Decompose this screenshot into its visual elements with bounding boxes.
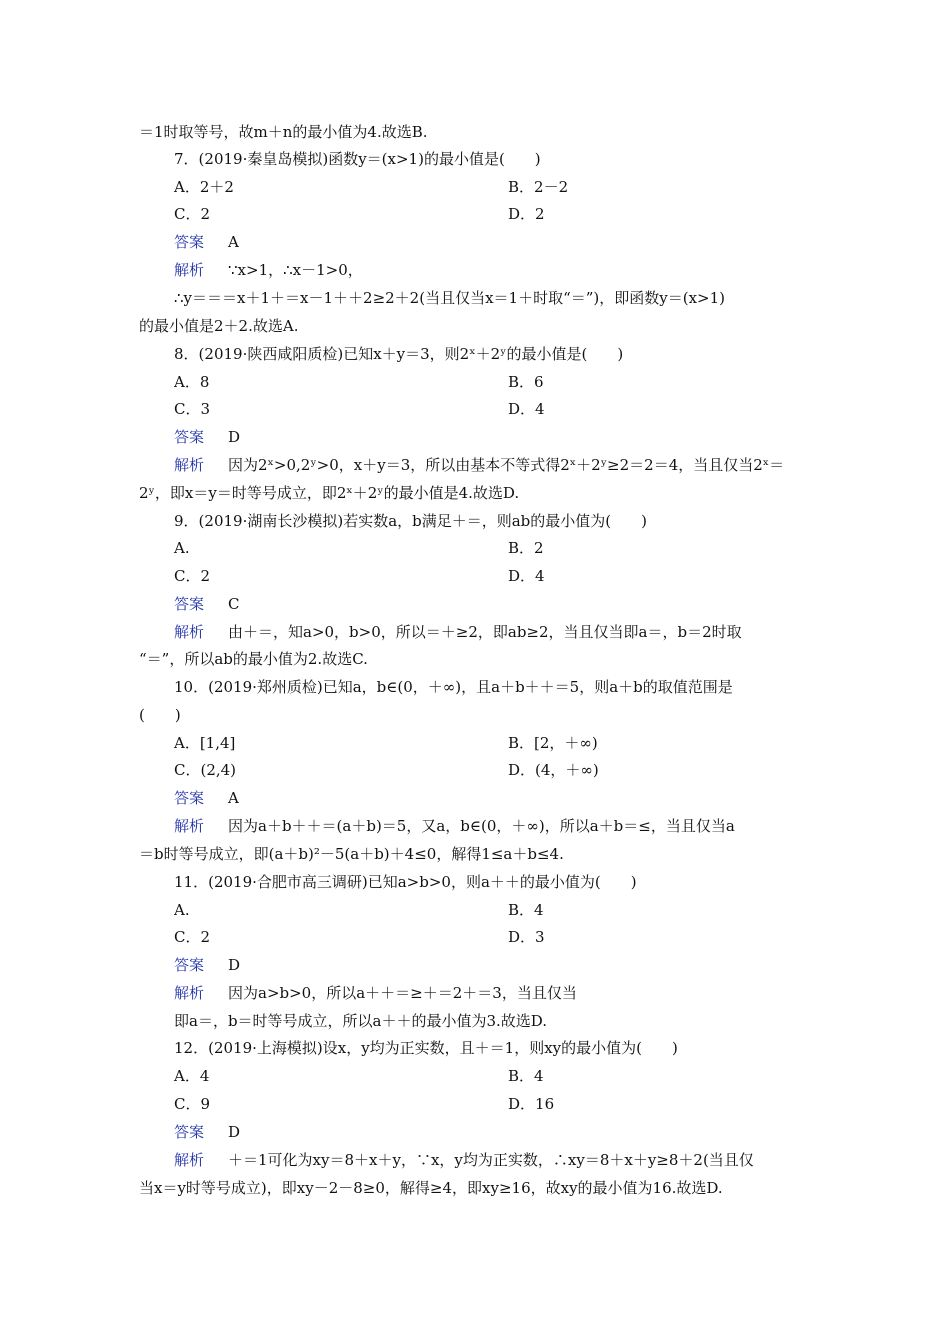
line-text: 即a＝，b＝时等号成立，所以a＋＋的最小值为3.故选D. [174, 1012, 548, 1030]
choice-row [0, 535, 950, 561]
text-line [0, 285, 950, 311]
choice-d: D．16 [508, 1095, 555, 1113]
question-text: 9．(2019·湖南长沙模拟)若实数a，b满足＋＝，则ab的最小值为( ) [174, 512, 647, 530]
analysis-line [0, 980, 950, 1006]
choice-d: D．2 [508, 205, 545, 223]
analysis-text: 因为a＋b＋＋＝(a＋b)＝5，又a，b∈(0，＋∞)，所以a＋b＝≤，当且仅当a [228, 817, 735, 835]
answer-value: D [228, 428, 241, 446]
answer-label: 答案 [174, 789, 205, 807]
question-11 [0, 869, 950, 895]
line-text: 当x＝y时等号成立)，即xy－2－8≥0，解得≥4，即xy≥16，故xy的最小值为16.故选D. [139, 1179, 723, 1197]
choice-d: D．4 [508, 400, 545, 418]
analysis-label: 解析 [174, 817, 205, 835]
choice-a: A．[1,4] [174, 734, 236, 752]
line-text: 的最小值是2＋2.故选A. [139, 317, 299, 335]
choice-b: B．6 [508, 373, 544, 391]
answer-label: 答案 [174, 1123, 205, 1141]
line-text: 2ʸ，即x＝y＝时等号成立，即2ˣ＋2ʸ的最小值是4.故选D. [139, 484, 520, 502]
choice-row [0, 924, 950, 950]
choice-row [0, 396, 950, 422]
analysis-label: 解析 [174, 261, 205, 279]
question-text: 11．(2019·合肥市高三调研)已知a>b>0，则a＋＋的最小值为( ) [174, 873, 637, 891]
text-line [0, 480, 950, 506]
text-line [0, 841, 950, 867]
line-text: ＝b时等号成立，即(a＋b)²－5(a＋b)＋4≤0，解得1≤a＋b≤4. [139, 845, 564, 863]
text-line [0, 646, 950, 672]
choice-b: B．[2，＋∞) [508, 734, 598, 752]
question-text: 7．(2019·秦皇岛模拟)函数y＝(x>1)的最小值是( ) [174, 150, 541, 168]
choice-c: C．2 [174, 567, 211, 585]
analysis-line [0, 1147, 950, 1173]
answer-line [0, 424, 950, 450]
line-text: ∴y＝＝＝x＋1＋＝x－1＋＋2≥2＋2(当且仅当x＝1＋时取“＝”)，即函数y＝(x>1) [174, 289, 726, 307]
line-text: ( ) [139, 706, 181, 724]
text-line [0, 1175, 950, 1201]
choice-c: C．9 [174, 1095, 211, 1113]
question-text: 12．(2019·上海模拟)设x，y均为正实数，且＋＝1，则xy的最小值为( ) [174, 1039, 678, 1057]
choice-row [0, 1091, 950, 1117]
question-8 [0, 341, 950, 367]
choice-row [0, 563, 950, 589]
answer-value: C [228, 595, 240, 613]
answer-line [0, 1119, 950, 1145]
choice-row [0, 757, 950, 783]
analysis-label: 解析 [174, 623, 205, 641]
analysis-label: 解析 [174, 984, 205, 1002]
answer-value: D [228, 956, 241, 974]
choice-b: B．4 [508, 901, 544, 919]
question-12 [0, 1035, 950, 1061]
answer-value: D [228, 1123, 241, 1141]
choice-row [0, 730, 950, 756]
choice-a: A. [174, 901, 190, 919]
text-line [0, 119, 950, 145]
analysis-text: 由＋＝，知a>0，b>0，所以＝＋≥2，即ab≥2，当且仅当即a＝，b＝2时取 [228, 623, 742, 641]
analysis-line [0, 813, 950, 839]
choice-c: C．3 [174, 400, 211, 418]
question-10 [0, 674, 950, 700]
choice-c: C．(2,4) [174, 761, 237, 779]
analysis-text: 因为a>b>0，所以a＋＋＝≥＋＝2＋＝3，当且仅当 [228, 984, 577, 1002]
choice-b: B．2 [508, 539, 544, 557]
choice-b: B．4 [508, 1067, 544, 1085]
choice-a: A. [174, 539, 190, 557]
text-line [0, 313, 950, 339]
analysis-line [0, 452, 950, 478]
answer-value: A [228, 789, 239, 807]
choice-row [0, 897, 950, 923]
choice-a: A．8 [174, 373, 210, 391]
analysis-text: 因为2ˣ>0,2ʸ>0，x＋y＝3，所以由基本不等式得2ˣ＋2ʸ≥2＝2＝4，当且仅当2ˣ＝ [228, 456, 785, 474]
text-line [0, 1008, 950, 1034]
analysis-line [0, 619, 950, 645]
choice-d: D．(4，＋∞) [508, 761, 599, 779]
answer-line [0, 785, 950, 811]
choice-c: C．2 [174, 205, 211, 223]
choice-row [0, 174, 950, 200]
text-line [0, 702, 950, 728]
answer-label: 答案 [174, 595, 205, 613]
choice-row [0, 201, 950, 227]
question-text: 10．(2019·郑州质检)已知a，b∈(0，＋∞)，且a＋b＋＋＝5，则a＋b的取值范围是 [174, 678, 733, 696]
question-7 [0, 146, 950, 172]
answer-value: A [228, 233, 239, 251]
analysis-line [0, 257, 950, 283]
answer-label: 答案 [174, 956, 205, 974]
answer-line [0, 229, 950, 255]
choice-b: B．2－2 [508, 178, 569, 196]
choice-row [0, 1063, 950, 1089]
analysis-label: 解析 [174, 1151, 205, 1169]
answer-line [0, 952, 950, 978]
choice-c: C．2 [174, 928, 211, 946]
choice-a: A．2＋2 [174, 178, 234, 196]
line-text: ＝1时取等号，故m＋n的最小值为4.故选B. [139, 123, 428, 141]
question-text: 8．(2019·陕西咸阳质检)已知x＋y＝3，则2ˣ＋2ʸ的最小值是( ) [174, 345, 624, 363]
choice-a: A．4 [174, 1067, 210, 1085]
analysis-text: ＋＝1可化为xy＝8＋x＋y，∵x，y均为正实数，∴xy＝8＋x＋y≥8＋2(当且仅 [228, 1151, 754, 1169]
choice-d: D．3 [508, 928, 545, 946]
answer-line [0, 591, 950, 617]
analysis-text: ∵x>1，∴x－1>0， [228, 261, 363, 279]
choice-d: D．4 [508, 567, 545, 585]
answer-label: 答案 [174, 233, 205, 251]
answer-label: 答案 [174, 428, 205, 446]
analysis-label: 解析 [174, 456, 205, 474]
choice-row [0, 369, 950, 395]
question-9 [0, 508, 950, 534]
line-text: “＝”，所以ab的最小值为2.故选C. [139, 650, 368, 668]
